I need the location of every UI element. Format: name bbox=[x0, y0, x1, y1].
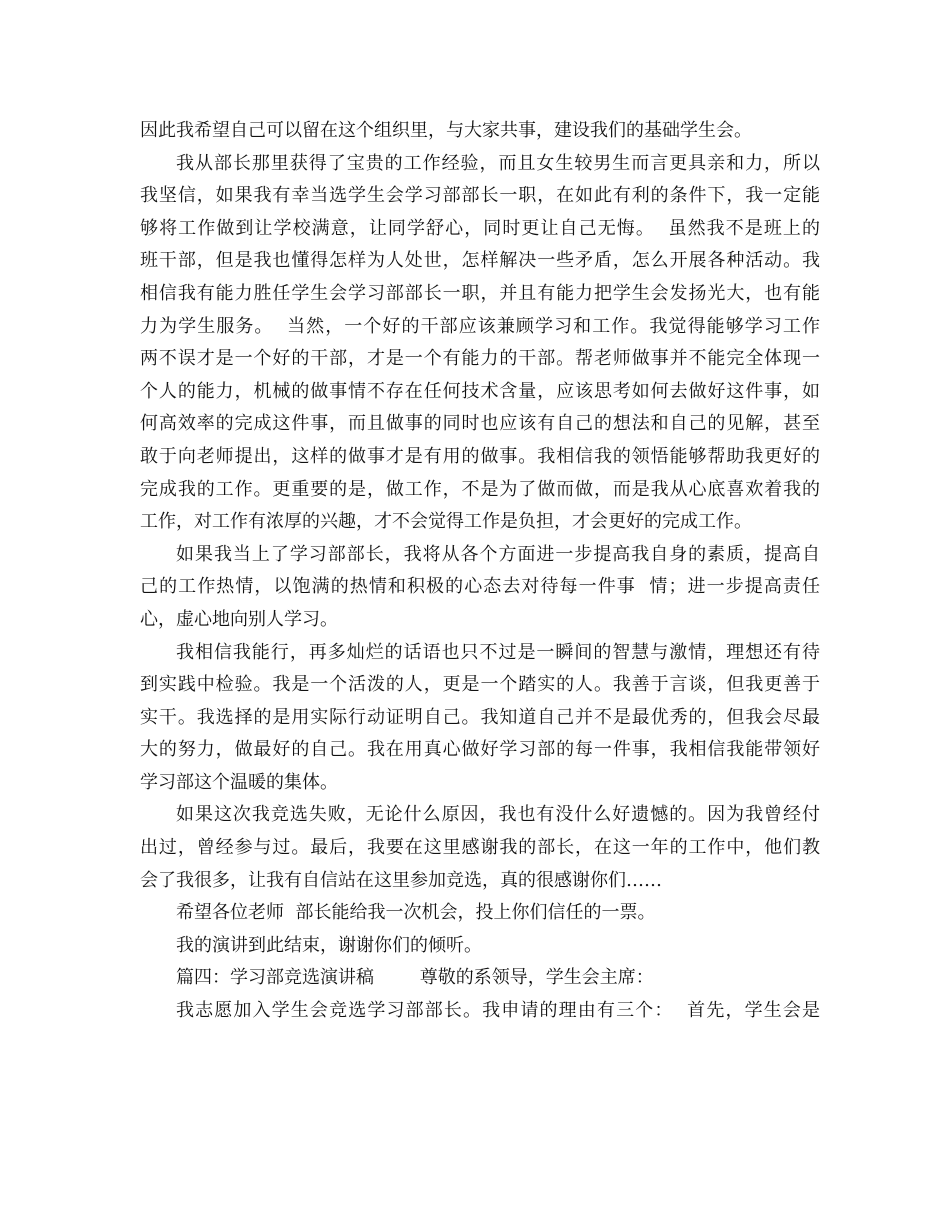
text-line: 如果我当上了学习部部长，我将从各个方面进一步提高我自身的素质，提高自 bbox=[176, 543, 820, 565]
text-line: 我志愿加入学生会竞选学习部部长。我申请的理由有三个： 首先，学生会是 bbox=[176, 1000, 820, 1022]
text-line: 何高效率的完成这件事，而且做事的同时也应该有自己的想法和自己的见解，甚至 bbox=[140, 413, 820, 435]
text-line: 敢于向老师提出，这样的做事才是有用的做事。我相信我的领悟能够帮助我更好的 bbox=[140, 445, 820, 467]
text-line: 心，虚心地向别人学习。 bbox=[140, 608, 338, 630]
text-line: 工作，对工作有浓厚的兴趣，才不会觉得工作是负担，才会更好的完成工作。 bbox=[140, 511, 752, 533]
text-line: 班干部，但是我也懂得怎样为人处世，怎样解决一些矛盾，怎么开展各种活动。我 bbox=[140, 250, 820, 272]
text-line: 相信我有能力胜任学生会学习部部长一职，并且有能力把学生会发扬光大，也有能 bbox=[140, 282, 820, 304]
text-line: 会了我很多，让我有自信站在这里参加竞选，真的很感谢你们…… bbox=[140, 869, 662, 891]
document-body bbox=[140, 115, 820, 1028]
text-line: 到实践中检验。我是一个活泼的人，更是一个踏实的人。我善于言谈，但我更善于 bbox=[140, 674, 820, 696]
text-line: 够将工作做到让学校满意，让同学舒心，同时更让自己无悔。 虽然我不是班上的 bbox=[140, 217, 820, 239]
text-line: 学习部这个温暖的集体。 bbox=[140, 771, 338, 793]
text-line: 两不误才是一个好的干部，才是一个有能力的干部。帮老师做事并不能完全体现一 bbox=[140, 348, 820, 370]
text-line: 力为学生服务。 当然，一个好的干部应该兼顾学习和工作。我觉得能够学习工作 bbox=[140, 315, 820, 337]
text-line: 大的努力，做最好的自己。我在用真心做好学习部的每一件事，我相信我能带领好 bbox=[140, 739, 820, 761]
text-line: 己的工作热情，以饱满的热情和积极的心态去对待每一件事 情；进一步提高责任 bbox=[140, 576, 820, 598]
section-heading: 篇四：学习部竞选演讲稿 尊敬的系领导，学生会主席： bbox=[176, 967, 654, 989]
text-line: 我从部长那里获得了宝贵的工作经验，而且女生较男生而言更具亲和力，所以 bbox=[176, 152, 820, 174]
text-line: 我相信我能行，再多灿烂的话语也只不过是一瞬间的智慧与激情，理想还有待 bbox=[176, 641, 820, 663]
text-line: 个人的能力，机械的做事情不存在任何技术含量，应该思考如何去做好这件事，如 bbox=[140, 380, 820, 402]
text-line: 因此我希望自己可以留在这个组织里，与大家共事，建设我们的基础学生会。 bbox=[140, 120, 752, 141]
text-line: 完成我的工作。更重要的是，做工作，不是为了做而做，而是我从心底喜欢着我的 bbox=[140, 478, 820, 500]
text-line: 如果这次我竞选失败，无论什么原因，我也有没什么好遗憾的。因为我曾经付 bbox=[176, 804, 820, 826]
text-line: 我坚信，如果我有幸当选学生会学习部部长一职，在如此有利的条件下，我一定能 bbox=[140, 185, 820, 207]
text-line: 希望各位老师 部长能给我一次机会，投上你们信任的一票。 bbox=[176, 902, 656, 924]
text-line: 实干。我选择的是用实际行动证明自己。我知道自己并不是最优秀的，但我会尽最 bbox=[140, 706, 820, 728]
text-line: 出过，曾经参与过。最后，我要在这里感谢我的部长，在这一年的工作中，他们教 bbox=[140, 837, 820, 859]
text-line: 我的演讲到此结束，谢谢你们的倾听。 bbox=[176, 934, 482, 956]
